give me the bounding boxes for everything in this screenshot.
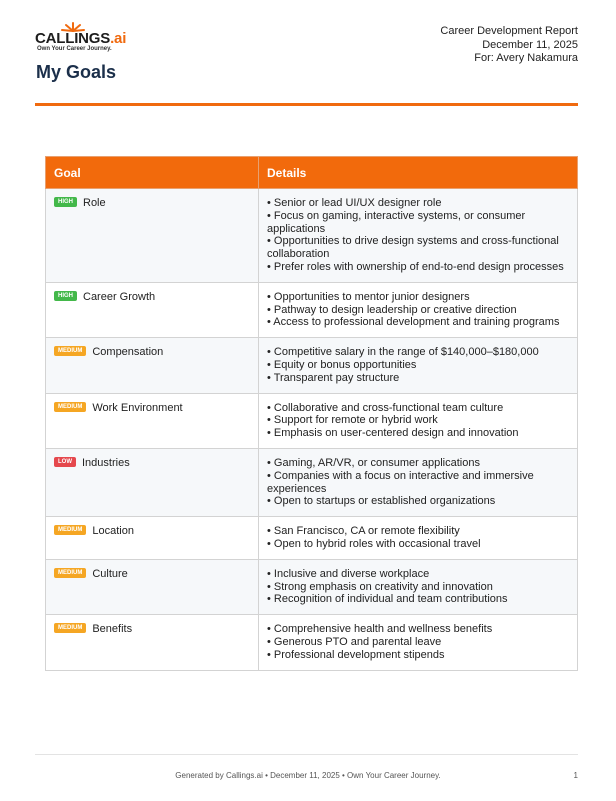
goal-cell (46, 393, 259, 448)
table-header-row (46, 157, 578, 189)
details-cell (259, 393, 578, 448)
goal-cell (46, 282, 259, 337)
goals-table-body (46, 189, 578, 671)
detail-item: • Prefer roles with ownership of end-to-end design processes (267, 260, 564, 273)
detail-item: • Pathway to design leadership or creative direction (267, 303, 517, 316)
detail-item: • Transparent pay structure (267, 371, 400, 384)
table-row (46, 338, 578, 393)
goal-cell (46, 517, 259, 560)
goal-name: Career Growth (83, 290, 156, 303)
goal-name: Culture (92, 567, 128, 580)
priority-badge: LOW (54, 457, 76, 467)
goal-column-header: Goal (46, 157, 259, 189)
detail-item: • Open to hybrid roles with occasional travel (267, 537, 481, 550)
details-cell (259, 615, 578, 670)
goal-name: Work Environment (92, 401, 183, 414)
priority-badge: HIGH (54, 197, 77, 207)
detail-item: • Professional development stipends (267, 648, 445, 661)
priority-badge: HIGH (54, 291, 77, 301)
goal-cell (46, 559, 259, 614)
detail-item: • Support for remote or hybrid work (267, 414, 438, 427)
details-column-header: Details (259, 157, 578, 189)
table-row (46, 559, 578, 614)
detail-item: • Competitive salary in the range of $140,000–$180,000 (267, 346, 539, 359)
brand-logo (35, 22, 145, 54)
report-date: December 11, 2025 (482, 38, 578, 51)
detail-item: • Recognition of individual and team contributions (267, 593, 508, 606)
detail-item: • Companies with a focus on interactive and immersive experiences (267, 469, 534, 495)
goal-cell (46, 448, 259, 516)
detail-item: • Comprehensive health and wellness benefits (267, 623, 493, 636)
details-cell (259, 448, 578, 516)
report-title: Career Development Report (440, 25, 578, 37)
detail-item: • Open to startups or established organizations (267, 495, 496, 508)
details-cell (259, 282, 578, 337)
details-cell (259, 338, 578, 393)
page-number: 1 (573, 771, 578, 780)
detail-item: • Strong emphasis on creativity and innovation (267, 580, 493, 593)
goals-table (45, 156, 578, 671)
page-title: My Goals (36, 62, 117, 82)
goal-name: Compensation (92, 346, 164, 359)
priority-badge: MEDIUM (54, 623, 86, 633)
goal-cell (46, 615, 259, 670)
detail-item: • Generous PTO and parental leave (267, 635, 442, 648)
table-row (46, 282, 578, 337)
footer-text: Generated by Callings.ai • December 11, 2025 • Own Your Career Journey. (175, 771, 441, 780)
header-divider (35, 103, 578, 106)
table-row (46, 393, 578, 448)
goal-name: Role (83, 197, 106, 210)
report-meta (440, 25, 578, 66)
report-recipient: For: Avery Nakamura (474, 52, 578, 64)
detail-item: • San Francisco, CA or remote flexibility (267, 525, 460, 538)
goal-cell (46, 189, 259, 283)
detail-item: • Access to professional development and training programs (267, 316, 560, 329)
details-cell (259, 189, 578, 283)
table-row (46, 615, 578, 670)
priority-badge: MEDIUM (54, 525, 86, 535)
priority-badge: MEDIUM (54, 402, 86, 412)
priority-badge: MEDIUM (54, 346, 86, 356)
goal-name: Benefits (92, 623, 133, 636)
detail-item: • Focus on gaming, interactive systems, or consumer applications (267, 209, 526, 235)
table-row (46, 448, 578, 516)
details-cell (259, 559, 578, 614)
footer-divider (35, 754, 578, 755)
detail-item: • Equity or bonus opportunities (267, 358, 417, 371)
goal-cell (46, 338, 259, 393)
detail-item: • Collaborative and cross-functional team culture (267, 401, 504, 414)
brand-wordmark: CALLINGS.ai (35, 30, 127, 47)
table-row (46, 517, 578, 560)
detail-item: • Inclusive and diverse workplace (267, 567, 430, 580)
brand-tagline: Own Your Career Journey. (37, 46, 112, 52)
goal-name: Industries (82, 457, 130, 470)
goal-name: Location (92, 525, 134, 538)
detail-item: • Emphasis on user-centered design and innovation (267, 427, 519, 440)
details-cell (259, 517, 578, 560)
priority-badge: MEDIUM (54, 568, 86, 578)
detail-item: • Opportunities to mentor junior designers (267, 290, 470, 303)
detail-item: • Opportunities to drive design systems and cross-functional collaboration (267, 235, 559, 261)
table-row (46, 189, 578, 283)
detail-item: • Gaming, AR/VR, or consumer applications (267, 456, 480, 469)
detail-item: • Senior or lead UI/UX designer role (267, 197, 442, 209)
